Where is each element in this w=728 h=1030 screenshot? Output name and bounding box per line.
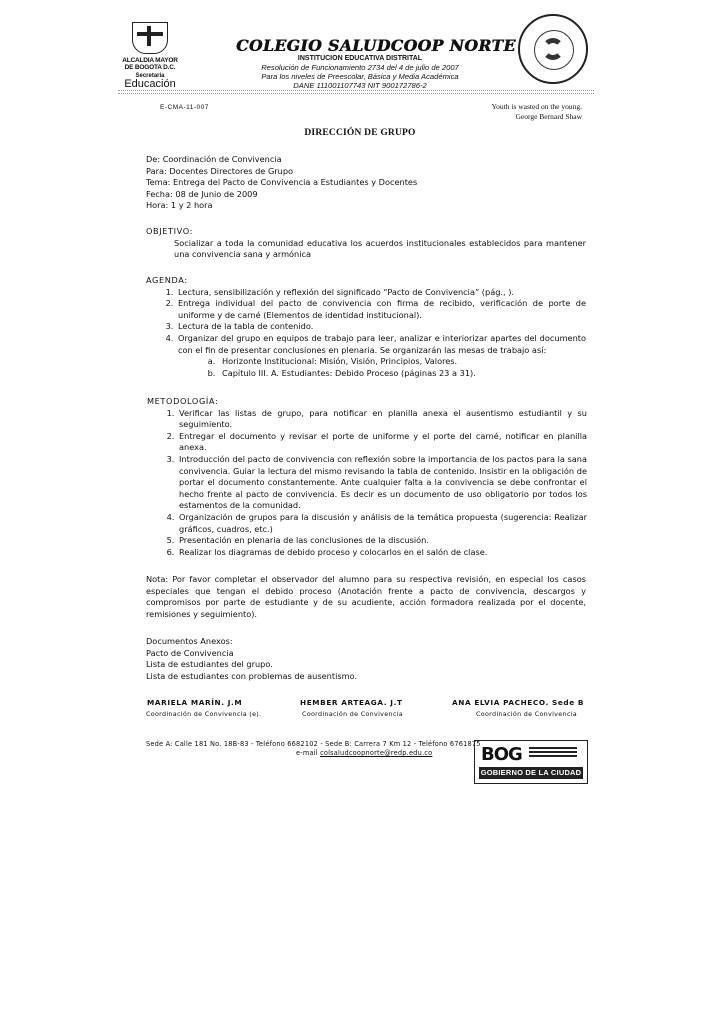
meta-to: Para: Docentes Directores de Grupo	[146, 165, 294, 176]
dane-text: DANE 111001107743 NIT 900172786-2	[293, 81, 427, 90]
metodologia-section	[147, 396, 587, 558]
anexos-heading: Documentos Anexos:	[146, 636, 233, 646]
bog-stripes-icon	[529, 747, 577, 761]
email-label: e-mail	[296, 749, 318, 757]
bog-logo-text: BOG	[481, 744, 522, 765]
anexo-item: Lista de estudiantes con problemas de ausentismo.	[146, 670, 358, 681]
agenda-list	[146, 287, 586, 380]
list-item: 3. Lectura de la tabla de contenido.	[176, 321, 586, 333]
signature-role-1: Coordinación de Convivencia (e).	[146, 710, 262, 718]
meta-from: De: Coordinación de Convivencia	[146, 154, 282, 164]
metodologia-list	[147, 408, 587, 559]
school-seal-icon	[518, 14, 588, 84]
signature-name-1: MARIELA MARÍN. J.M	[147, 698, 243, 707]
list-item: 4. Organización de grupos para la discusión y análisis de la temática propuesta (sugerencia: Realizar gráficos, cuadros, etc.)	[177, 512, 587, 535]
coat-of-arms-icon	[132, 22, 168, 54]
anexos-section	[146, 636, 586, 682]
list-item: 1. Lectura, sensibilización y reflexión del significado “Pacto de Convivencia” (pág., ).	[176, 287, 586, 299]
meta-time: Hora: 1 y 2 hora	[146, 200, 213, 211]
list-item: 1. Verificar las listas de grupo, para notificar en planilla anexa el ausentismo estudiantil y su seguimiento.	[177, 408, 587, 431]
footer-address: Sede A: Calle 181 No. 18B-83 - Teléfono 6682102 - Sede B: Carrera 7 Km 12 - Teléfono 6761875	[146, 740, 481, 748]
document-title: DIRECCIÓN DE GRUPO	[304, 128, 416, 138]
list-item: 4. Organizar del grupo en equipos de trabajo para leer, analizar e interiorizar apartes del documento con el fin de presentar conclusiones en plenaria. Se organizarán las mesas de trabajo así: a. Horizonte Institucional: Misión, Visión, Principios, Valores. b. Capítulo III. A. Estudiantes: Debido Proceso (páginas 23 a 31).	[176, 333, 586, 379]
objetivo-text: Socializar a toda la comunidad educativa los acuerdos institucionales establecidos para mantener una convivencia sana y armónica	[174, 237, 586, 260]
header-quote: Youth is wasted on the young. George Bernard Shaw	[491, 102, 582, 121]
gobierno-label: GOBIERNO DE LA CIUDAD	[480, 768, 582, 777]
agenda-heading: AGENDA:	[146, 275, 188, 285]
footer-email-line	[296, 749, 432, 757]
anexo-item: Pacto de Convivencia	[146, 647, 234, 658]
document-code: E-CMA-11-007	[160, 104, 209, 111]
signature-role-3: Coordinación de Convivencia	[476, 710, 577, 718]
educacion-label: Educación	[124, 78, 176, 90]
header-divider	[118, 90, 594, 91]
signature-role-2: Coordinación de Convivencia	[302, 710, 403, 718]
metodologia-heading: METODOLOGÍA:	[147, 396, 219, 406]
anexo-item: Lista de estudiantes del grupo.	[146, 659, 273, 670]
signature-name-3: ANA ELVIA PACHECO. Sede B	[452, 698, 585, 707]
objetivo-heading: OBJETIVO:	[146, 226, 193, 236]
list-item: 2. Entrega individual del pacto de convivencia con firma de recibido, verificación de porte de uniforme y de carné (Elementos de identidad institucional).	[176, 298, 586, 321]
resolution-text: Resolución de Funcionamiento 2734 del 4 de julio de 2007	[261, 63, 459, 72]
meta-date: Fecha: 08 de Junio de 2009	[146, 188, 258, 199]
list-item: 5. Presentación en plenaria de las conclusiones de la discusión.	[177, 535, 587, 547]
list-item: 3. Introducción del pacto de convivencia con reflexión sobre la importancia de los pactos para la sana convivencia. Guiar la lectura del mismo revisando la tabla de contenido. Insistir en la obligación de portar el documento constantemente. Ante cualquier falta a la convivencia se debe confrontar el hecho frente al pacto de convivencia. Es decir es un documento de uso obligatorio por todos los estamentos de la comunidad.	[177, 454, 587, 512]
email-link[interactable]: colsaludcoopnorte@redp.edu.co	[320, 749, 433, 757]
institution-info	[240, 54, 480, 90]
secretaria-label: Secretaría	[135, 73, 165, 79]
header-divider-2	[118, 93, 594, 94]
agenda-sublist	[178, 356, 586, 379]
objetivo-section	[146, 226, 586, 261]
meta-subject: Tema: Entrega del Pacto de Convivencia a Estudiantes y Docentes	[146, 177, 418, 188]
list-item: 2. Entregar el documento y revisar el porte de uniforme y el porte del carné, notificar en planilla anexa.	[177, 431, 587, 454]
alcaldia-logo	[120, 22, 180, 90]
agenda-section	[146, 275, 586, 379]
bogota-logo	[474, 740, 588, 784]
institution-type: INSTITUCION EDUCATIVA DISTRITAL	[297, 55, 423, 62]
levels-text: Para los niveles de Preescolar, Básica y Media Académica	[261, 72, 459, 81]
list-item: b. Capítulo III. A. Estudiantes: Debido Proceso (páginas 23 a 31).	[218, 368, 586, 380]
alcaldia-text: ALCALDIA MAYOR DE BOGOTA D.C.	[122, 57, 178, 71]
signature-name-2: HEMBER ARTEAGA. J.T	[300, 698, 403, 707]
list-item: 6. Realizar los diagramas de debido proceso y colocarlos en el salón de clase.	[177, 547, 587, 559]
meta-block	[146, 154, 586, 212]
school-name: COLEGIO SALUDCOOP NORTE	[236, 36, 516, 55]
list-item: a. Horizonte Institucional: Misión, Visión, Principios, Valores.	[218, 356, 586, 368]
nota-paragraph: Nota: Por favor completar el observador del alumno para su respectiva revisión, en especial los casos especiales que tengan el debido proceso (Anotación frente a pacto de convivencia, descargos y compromisos por parte de estudiante y de su acudiente, acción formadora realizada por el docente, remisiones y seguimiento).	[146, 574, 586, 619]
